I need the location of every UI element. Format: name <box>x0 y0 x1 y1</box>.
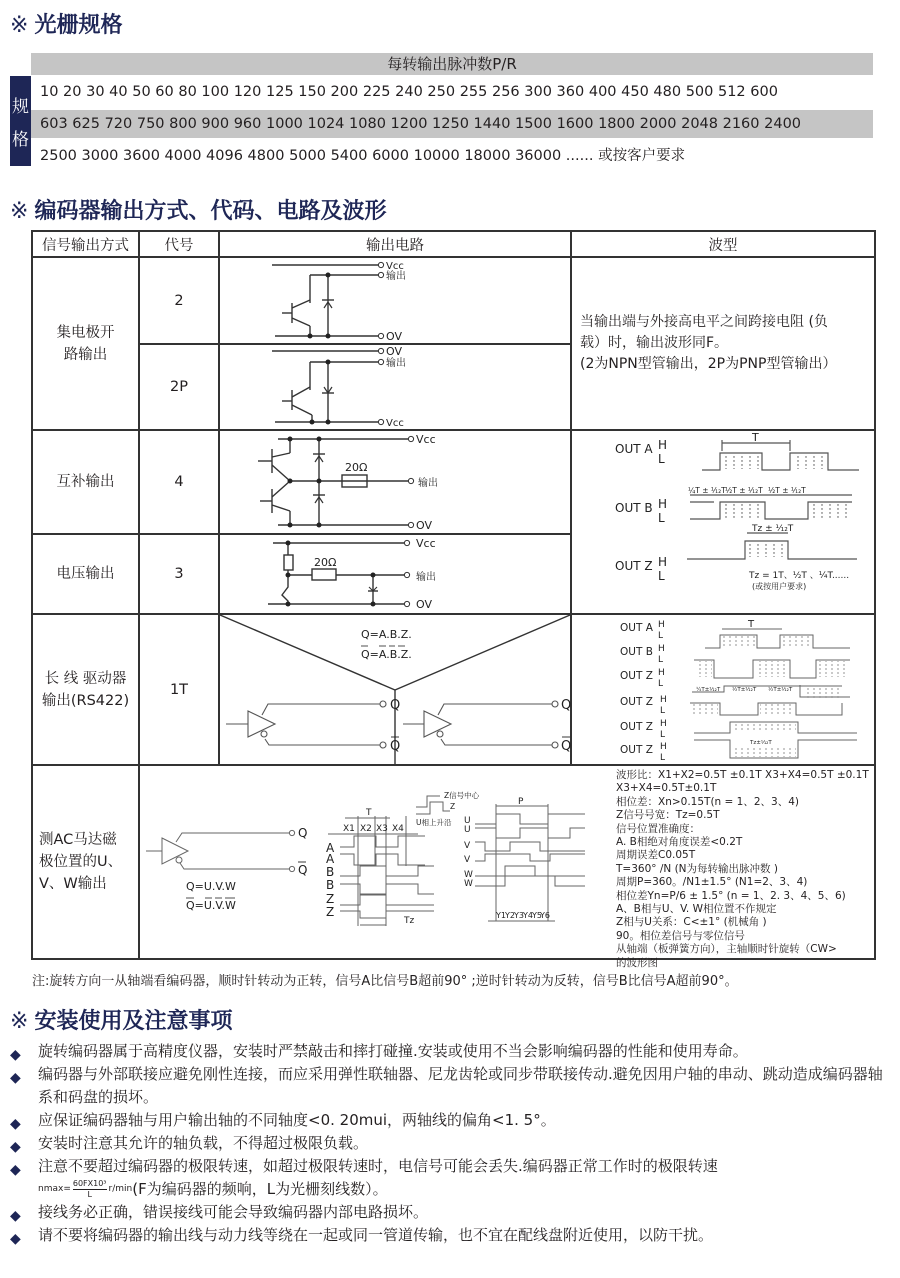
list-item <box>10 1109 890 1132</box>
label-q: Q <box>390 698 401 713</box>
equation-qbar: Q=A.B.Z. <box>361 648 412 661</box>
signal-label: Z <box>326 905 335 919</box>
wave-label-h: H <box>658 620 665 630</box>
list-item <box>10 1040 890 1063</box>
diagram-label-y: Y1 <box>496 911 506 920</box>
label-0v: OV <box>416 519 432 532</box>
note-line: 波形比：X1+X2=0.5T ±0.1T X3+X4=0.5T ±0.1T <box>616 769 869 781</box>
wave-label-l: L <box>660 730 666 740</box>
diamond-bullet-icon: ◆ <box>10 1070 21 1086</box>
spec-side-label <box>10 76 31 166</box>
signal-label: U <box>464 825 471 835</box>
table-row <box>32 257 875 344</box>
mode-voltage: 电压输出 <box>32 534 139 614</box>
wave-label-h: H <box>658 668 665 678</box>
wave-label-t: T <box>748 619 755 630</box>
wave-label-out: OUT Z <box>620 744 653 756</box>
circuit-voltage <box>219 534 571 614</box>
list-item-text: 请不要将编码器的输出线与动力线等绕在一起或同一管道传输，也不宜在配线盘附近使用，以防干扰。 <box>38 1226 714 1244</box>
buffer-right <box>403 701 558 748</box>
diamond-bullet-icon: ◆ <box>10 1116 21 1132</box>
circuit-complementary <box>219 430 571 534</box>
list-item-text: 安装时注意其允许的轴负载，不得超过极限负载。 <box>38 1134 369 1152</box>
wave-line-driver <box>571 614 875 765</box>
diamond-bullet-icon: ◆ <box>10 1208 21 1224</box>
diagram-label-y: Y5 <box>532 911 542 920</box>
speed-formula <box>38 1178 890 1201</box>
note-line: 信号位置准确度： <box>616 822 700 835</box>
list-item <box>10 1155 890 1201</box>
label-resistor: 20Ω <box>314 556 337 569</box>
code-2: 2 <box>139 257 219 344</box>
note-line: 相位差：Xn>0.15T(n = 1、2、3、4) <box>616 795 799 808</box>
label-output: 输出 <box>386 358 406 369</box>
signal-label: W <box>464 870 473 880</box>
section-title-install <box>10 1004 232 1035</box>
side-label-char: 规 <box>12 97 29 117</box>
signal-label: B <box>326 878 335 892</box>
pnp-circuit-diagram <box>220 345 570 429</box>
header-code: 代号 <box>139 231 219 257</box>
label-qbar: Q <box>561 739 572 754</box>
line-driver-waveform-diagram <box>572 615 874 764</box>
wave-label-l: L <box>658 569 665 583</box>
label-output: 输出 <box>386 271 406 282</box>
list-item <box>10 1063 890 1109</box>
note-line: 周期误差C0.05T <box>616 849 696 862</box>
list-item <box>10 1132 890 1155</box>
mode-uvw <box>32 765 139 959</box>
reference-mark-icon: ※ <box>10 13 29 38</box>
wave-label-b-offset: ½T ± ⅟₁₂T <box>725 486 763 495</box>
rotation-footnote: 注:旋转方向一从轴端看编码器，顺时针转动为正转，信号A比信号B超前90° ;逆时针转动为反转，信号B比信号A超前90°。 <box>32 974 738 989</box>
code-3: 3 <box>139 534 219 614</box>
mode-line: V、W输出 <box>39 876 107 892</box>
label-vcc: Vcc <box>386 261 404 272</box>
voltage-circuit-diagram <box>220 535 570 613</box>
diagram-label-t: T <box>366 808 372 818</box>
signal-label: B <box>326 865 335 879</box>
note-line: X3+X4=0.5T±0.1T <box>616 782 717 795</box>
wave-label-h: H <box>658 438 668 452</box>
wave-label-h: H <box>658 497 668 511</box>
wave-label-l: L <box>660 706 666 716</box>
diagram-label-x: X2 <box>360 824 372 834</box>
code-2p: 2P <box>139 344 219 430</box>
abz-waveform-diagram <box>572 431 874 613</box>
uvw-buffer <box>146 830 295 871</box>
wave-abz <box>571 430 875 614</box>
equation-q: Q=A.B.Z. <box>361 628 412 641</box>
section-title-text: 编码器输出方式、代码、电路及波形 <box>34 199 387 224</box>
diagram-label-x: X3 <box>376 824 388 834</box>
label-q: Q <box>561 698 572 713</box>
mode-line: 测AC马达磁 <box>39 832 117 848</box>
note-line: Z信号号宽：Tz=0.5T <box>616 809 720 822</box>
label-0v: OV <box>386 345 402 358</box>
table-row <box>32 614 875 765</box>
list-item-text: 应保证编码器轴与用户输出轴的不同轴度<0. 20mui，两轴线的偏角<1. 5°。 <box>38 1111 556 1129</box>
mode-complementary: 互补输出 <box>32 430 139 534</box>
wave-label-h: H <box>660 742 667 752</box>
list-item-text: 编码器与外部联接应避免刚性连接，而应采用弹性联轴器、尼龙齿轮或同步带联接传动.避免因用户轴的串动、跳动造成编码器轴系和码盘的损坏。 <box>38 1065 883 1106</box>
wave-label-out-b: OUT B <box>615 501 653 515</box>
section-title-grating <box>10 8 122 39</box>
signal-label: U <box>464 816 471 826</box>
table-row <box>32 765 875 959</box>
formula-unit: r/min <box>108 1184 133 1194</box>
note-line: T=360° /N (N为每转输出脉冲数 ) <box>616 862 778 875</box>
wave-tz-note: (或按用户要求) <box>752 582 807 591</box>
wave-text-line: 当输出端与外接高电平之间跨接电阻 (负 <box>580 314 828 330</box>
npn-circuit-diagram <box>220 258 570 343</box>
wave-label-l: L <box>658 679 664 689</box>
section-title-output <box>10 194 386 225</box>
signal-label: A <box>326 852 335 866</box>
diagram-label-z-center: Z信号中心 <box>444 791 480 800</box>
equation-q: Q=U.V.W <box>186 880 236 893</box>
side-label-char: 格 <box>12 130 29 150</box>
wave-label-out-z: OUT Z <box>615 559 653 573</box>
spec-table-header: 每转输出脉冲数P/R <box>31 53 873 75</box>
label-qbar: Q <box>298 863 308 877</box>
wave-label-out: OUT Z <box>620 670 653 682</box>
diagram-label-y: Y2 <box>505 911 515 920</box>
header-circuit: 输出电路 <box>219 231 571 257</box>
signal-label: V <box>464 855 471 865</box>
wave-label-l: L <box>660 753 666 763</box>
wave-small-label: ¼T±⅟₁₂T <box>696 687 721 693</box>
complementary-circuit-diagram <box>220 431 570 533</box>
note-line: 90。相位差信号与零位信号 <box>616 929 745 942</box>
equation-qbar: Q=U.V.W <box>186 899 236 912</box>
mode-line-driver <box>32 614 139 765</box>
formula-tail: (F为编码器的频响，L为光栅刻线数）。 <box>132 1180 388 1198</box>
diagram-label-tz: Tz <box>404 916 415 926</box>
wave-label-l: L <box>658 631 664 641</box>
note-line: 周期P=360。/N1±1.5° (N1=2、3、4) <box>616 876 808 889</box>
label-resistor: 20Ω <box>345 461 368 474</box>
note-line: 的波形图 <box>616 956 658 969</box>
formula-denominator: L <box>87 1190 92 1199</box>
uvw-timing <box>475 804 585 921</box>
label-q: Q <box>298 826 308 840</box>
diamond-bullet-icon: ◆ <box>10 1047 21 1063</box>
diagram-label-u-rise: U相上升沿 <box>416 818 452 827</box>
mode-open-collector <box>32 257 139 430</box>
note-line: 从轴端（板弹簧方向），主轴顺时针旋转（CW> <box>616 943 837 956</box>
wave-small-label: ½T±⅟₁₂T <box>732 687 757 693</box>
line-driver-circuit-diagram <box>220 615 570 764</box>
wave-label-out: OUT Z <box>620 696 653 708</box>
list-item-text: 接线务必正确，错误接线可能会导致编码器内部电路损坏。 <box>38 1203 429 1221</box>
list-item-text: 旋转编码器属于高精度仪器，安装时严禁敲击和摔打碰撞.安装或使用不当会影响编码器的性能和使用寿命。 <box>38 1042 748 1060</box>
spec-row: 2500 3000 3600 4000 4096 4800 5000 5400 6000 10000 18000 36000 ...... 或按客户要求 <box>40 148 686 164</box>
table-header-row <box>32 231 875 257</box>
uvw-content <box>139 765 875 969</box>
reference-mark-icon: ※ <box>10 1009 29 1034</box>
reference-mark-icon: ※ <box>10 199 29 224</box>
wave-text-line: 载）时，输出波形同F。 <box>580 335 729 351</box>
mode-line: 路输出 <box>63 346 108 363</box>
wave-small-label: ½T±⅟₁₂T <box>768 687 793 693</box>
wave-label-l: L <box>658 655 664 665</box>
formula-numerator: 60FX10³ <box>72 1179 107 1188</box>
mode-line: 集电极开 <box>56 324 115 341</box>
uvw-diagram <box>140 766 610 958</box>
wave-open-collector <box>571 257 875 430</box>
mode-line: 长 线 驱动器 <box>44 670 127 687</box>
formula-lhs: nmax= <box>38 1184 71 1194</box>
diamond-bullet-icon: ◆ <box>10 1139 21 1155</box>
spec-row: 603 625 720 750 800 900 960 1000 1024 1080 1200 1250 1440 1500 1600 1800 2000 2048 2160 2400 <box>31 110 873 138</box>
wave-label-b-offset: ¼T ± ⅟₁₂T <box>688 486 726 495</box>
wave-label-b-offset: ½T ± ⅟₁₂T <box>768 486 806 495</box>
diagram-label-y: Y3 <box>514 911 524 920</box>
wave-label-l: L <box>658 511 665 525</box>
signal-label: W <box>464 879 473 889</box>
diagram-label-x: X1 <box>343 824 355 834</box>
label-vcc: Vcc <box>416 433 436 446</box>
list-item-text: 注意不要超过编码器的极限转速，如超过极限转速时，电信号可能会丢失.编码器正常工作时的极限转速 <box>38 1157 718 1175</box>
list-item <box>10 1201 890 1224</box>
wave-text-line: (2为NPN型管输出，2P为PNP型管输出） <box>580 356 837 372</box>
install-notes-list <box>10 1040 890 1247</box>
wave-small-label: Tz±⅟₁₂T <box>750 740 772 746</box>
label-output: 输出 <box>416 572 436 583</box>
label-output: 输出 <box>418 478 438 489</box>
signal-label: A <box>326 841 335 855</box>
list-item <box>10 1224 890 1247</box>
wave-label-h: H <box>660 695 667 705</box>
table-row <box>32 430 875 534</box>
wave-label-out: OUT A <box>620 622 653 634</box>
diamond-bullet-icon: ◆ <box>10 1162 21 1178</box>
wave-label-t: T <box>752 431 759 444</box>
uvw-notes <box>610 766 874 969</box>
note-line: A、B相与U、V. W相位置不作规定 <box>616 903 777 916</box>
wave-label-out: OUT B <box>620 646 653 658</box>
wave-label-out-a: OUT A <box>615 442 653 456</box>
mode-line: 极位置的U、 <box>39 854 123 870</box>
output-table <box>31 230 876 969</box>
note-line: A. B相绝对角度误差<0.2T <box>616 836 743 849</box>
circuit-line-driver <box>219 614 571 765</box>
circuit-npn <box>219 257 571 344</box>
signal-label: V <box>464 841 471 851</box>
buffer-left <box>226 701 386 748</box>
label-0v: OV <box>416 598 432 611</box>
diagram-label-z: Z <box>450 802 456 811</box>
mode-line: 输出(RS422) <box>41 692 130 709</box>
signal-label: Z <box>326 892 335 906</box>
wave-tz-formula: Tz = 1T、½T 、¼T...... <box>749 571 850 581</box>
diagram-label-y: Y6 <box>540 911 550 920</box>
spec-row: 10 20 30 40 50 60 80 100 120 125 150 200 225 240 250 255 256 300 360 400 450 480 500 512 600 <box>40 84 778 100</box>
section-title-text: 光栅规格 <box>34 13 123 38</box>
wave-label-tz: Tz ± ⅟₁₂T <box>752 524 794 534</box>
diamond-bullet-icon: ◆ <box>10 1231 21 1247</box>
header-mode: 信号输出方式 <box>32 231 139 257</box>
note-line: Z相与U关系：C<±1° (机械角 ) <box>616 916 767 929</box>
wave-label-l: L <box>658 452 665 466</box>
circuit-pnp <box>219 344 571 430</box>
diagram-label-p: P <box>518 797 524 807</box>
section-title-text: 安装使用及注意事项 <box>34 1009 233 1034</box>
note-line: 相位差Yn=P/6 ± 1.5° (n = 1、2. 3、4、5、6) <box>616 889 846 902</box>
label-0v: OV <box>386 330 402 343</box>
diagram-label-y: Y4 <box>523 911 533 920</box>
diagram-label-x: X4 <box>392 824 404 834</box>
wave-label-out: OUT Z <box>620 721 653 733</box>
wave-label-h: H <box>660 719 667 729</box>
label-qbar: Q <box>390 739 401 754</box>
label-vcc: Vcc <box>386 418 404 429</box>
wave-label-h: H <box>658 555 668 569</box>
label-vcc: Vcc <box>416 537 436 550</box>
header-wave: 波型 <box>571 231 875 257</box>
code-1t: 1T <box>139 614 219 765</box>
code-4: 4 <box>139 430 219 534</box>
wave-label-h: H <box>658 644 665 654</box>
